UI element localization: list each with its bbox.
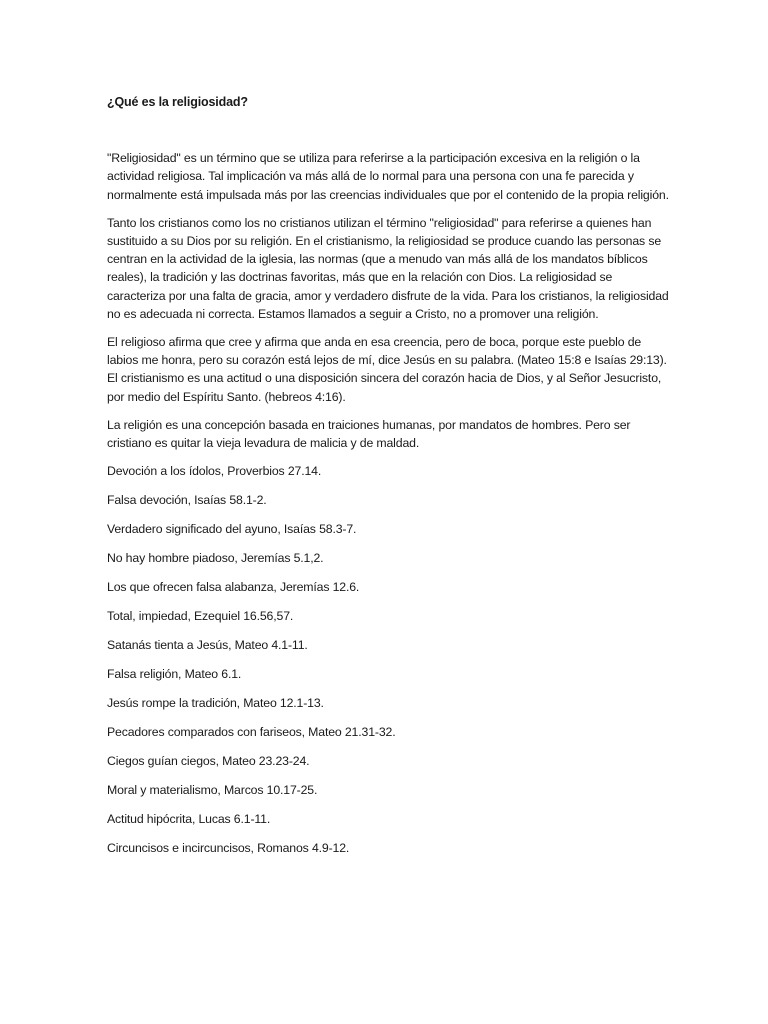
reference-item: Satanás tienta a Jesús, Mateo 4.1-11. <box>107 638 308 653</box>
reference-item: Pecadores comparados con fariseos, Mateo 21.31-32. <box>107 725 396 740</box>
reference-item: Devoción a los ídolos, Proverbios 27.14. <box>107 464 322 479</box>
reference-item: Total, impiedad, Ezequiel 16.56,57. <box>107 609 294 624</box>
paragraph-definition: "Religiosidad" es un término que se utiliza para referirse a la participación excesiva en la religión o la actividad religiosa. Tal implicación va más allá de lo normal para una persona con una fe parecida y normalmente está impulsada más por las creencias individuales que por el contenido de la propia religión. <box>107 151 669 202</box>
reference-item: Circuncisos e incircuncisos, Romanos 4.9-12. <box>107 841 350 856</box>
reference-item: No hay hombre piadoso, Jeremías 5.1,2. <box>107 551 324 566</box>
reference-item: Actitud hipócrita, Lucas 6.1-11. <box>107 812 271 827</box>
reference-item: Moral y materialismo, Marcos 10.17-25. <box>107 783 318 798</box>
paragraph-religious-person: El religioso afirma que cree y afirma que anda en esa creencia, pero de boca, porque este pueblo de labios me honra, pero su corazón está lejos de mí, dice Jesús en su palabra. (Mateo 15:8 e Isaías 29:13). El cristianismo es una actitud o una disposición sincera del corazón hacia de Dios, y al Señor Jesucristo, por medio del Espíritu Santo. (hebreos 4:16). <box>107 335 667 404</box>
reference-item: Verdadero significado del ayuno, Isaías 58.3-7. <box>107 522 357 537</box>
reference-item: Los que ofrecen falsa alabanza, Jeremías 12.6. <box>107 580 360 595</box>
paragraph-christianity: Tanto los cristianos como los no cristianos utilizan el término "religiosidad" para referirse a quienes han sustituido a su Dios por su religión. En el cristianismo, la religiosidad se produce cuando las personas se centran en la actividad de la iglesia, las normas (que a menudo van más allá de los mandatos bíblicos reales), la tradición y las doctrinas favoritas, más que en la relación con Dios. La religiosidad se caracteriza por una falta de gracia, amor y verdadero disfrute de la vida. Para los cristianos, la religiosidad no es adecuada ni correcta. Estamos llamados a seguir a Cristo, no a promover una religión. <box>107 215 669 321</box>
reference-item: Ciegos guían ciegos, Mateo 23.23-24. <box>107 754 310 769</box>
reference-item: Jesús rompe la tradición, Mateo 12.1-13. <box>107 696 324 711</box>
reference-list <box>107 462 672 857</box>
reference-item: Falsa devoción, Isaías 58.1-2. <box>107 493 267 508</box>
reference-item: Falsa religión, Mateo 6.1. <box>107 667 242 682</box>
document-page <box>107 93 672 868</box>
document-title: ¿Qué es la religiosidad? <box>107 95 248 109</box>
paragraph-religion-concept: La religión es una concepción basada en traiciones humanas, por mandatos de hombres. Pero ser cristiano es quitar la vieja levadura de malicia y de maldad. <box>107 417 631 451</box>
